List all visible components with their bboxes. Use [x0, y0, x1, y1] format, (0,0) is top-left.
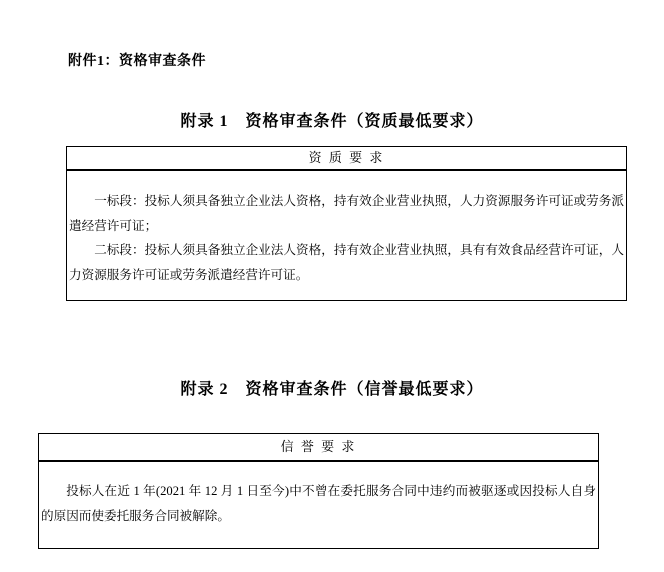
reputation-requirements-table: [38, 433, 599, 549]
qualification-table-body: [67, 171, 626, 300]
qualification-paragraph-lot1: 一标段：投标人须具备独立企业法人资格，持有效企业营业执照，人力资源服务许可证或劳务派遣经营许可证；: [69, 194, 624, 233]
section2-heading: 附录 2 资格审查条件（信誉最低要求）: [180, 381, 484, 398]
qualification-table-header: 资 质 要 求: [67, 147, 626, 171]
reputation-table-body: [39, 462, 598, 548]
attachment-title: 附件1：资格审查条件: [68, 54, 206, 69]
qualification-requirements-table: [66, 146, 627, 301]
reputation-table-header: 信 誉 要 求: [39, 434, 598, 462]
section1-heading: 附录 1 资格审查条件（资质最低要求）: [180, 113, 484, 130]
qualification-paragraph-lot2: 二标段：投标人须具备独立企业法人资格，持有效企业营业执照，具有有效食品经营许可证，人力资源服务许可证或劳务派遣经营许可证。: [69, 243, 624, 282]
reputation-paragraph: 投标人在近 1 年(2021 年 12 月 1 日至今)中不曾在委托服务合同中违约而被驱逐或因投标人自身的原因而使委托服务合同被解除。: [41, 484, 596, 523]
